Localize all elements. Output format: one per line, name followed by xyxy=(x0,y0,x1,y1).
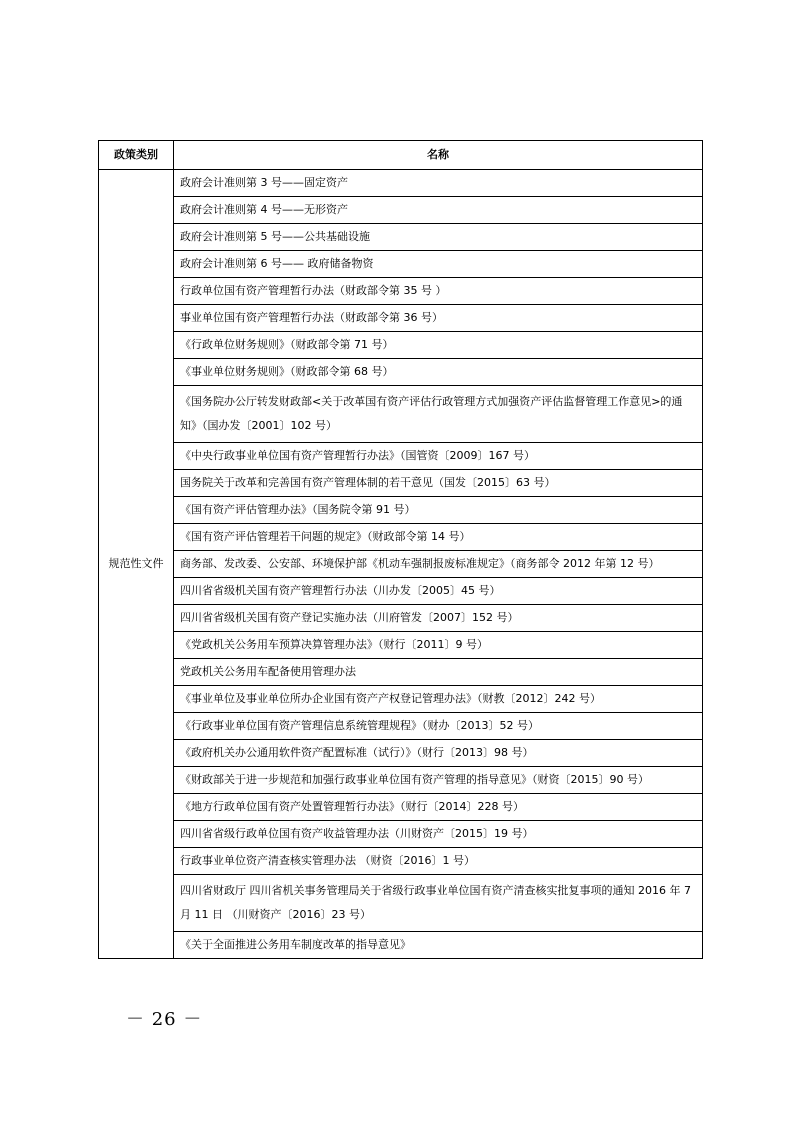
table-row xyxy=(99,224,703,251)
policy-name: 国务院关于改革和完善国有资产管理体制的若干意见（国发〔2015〕63 号） xyxy=(174,470,703,497)
policy-name: 党政机关公务用车配备使用管理办法 xyxy=(174,659,703,686)
policy-name: 《行政事业单位国有资产管理信息系统管理规程》（财办〔2013〕52 号） xyxy=(174,713,703,740)
table-row xyxy=(99,578,703,605)
policy-name: 《党政机关公务用车预算决算管理办法》（财行〔2011〕9 号） xyxy=(174,632,703,659)
policy-table xyxy=(98,140,703,959)
policy-name: 《国有资产评估管理若干问题的规定》（财政部令第 14 号） xyxy=(174,524,703,551)
policy-name: 行政单位国有资产管理暂行办法（财政部令第 35 号 ） xyxy=(174,278,703,305)
table-row xyxy=(99,632,703,659)
policy-name: 政府会计准则第 4 号——无形资产 xyxy=(174,197,703,224)
policy-name: 行政事业单位资产清查核实管理办法 （财资〔2016〕1 号） xyxy=(174,848,703,875)
table-row xyxy=(99,767,703,794)
table-row xyxy=(99,359,703,386)
table-row xyxy=(99,740,703,767)
table-row xyxy=(99,305,703,332)
table-row xyxy=(99,197,703,224)
policy-name: 《政府机关办公通用软件资产配置标准（试行）》（财行〔2013〕98 号） xyxy=(174,740,703,767)
table-row xyxy=(99,605,703,632)
table-row xyxy=(99,386,703,443)
policy-name: 四川省财政厅 四川省机关事务管理局关于省级行政事业单位国有资产清查核实批复事项的通知 2016 年 7 月 11 日 （川财资产〔2016〕23 号） xyxy=(174,875,703,932)
table-row xyxy=(99,332,703,359)
table-row xyxy=(99,875,703,932)
page-number: － 26 － xyxy=(126,1009,203,1030)
table-row xyxy=(99,686,703,713)
policy-name: 政府会计准则第 6 号—— 政府储备物资 xyxy=(174,251,703,278)
policy-name: 《国务院办公厅转发财政部<关于改革国有资产评估行政管理方式加强资产评估监督管理工作意见>的通知》（国办发〔2001〕102 号） xyxy=(174,386,703,443)
policy-name: 四川省省级机关国有资产管理暂行办法（川办发〔2005〕45 号） xyxy=(174,578,703,605)
table-row xyxy=(99,278,703,305)
policy-name: 四川省省级行政单位国有资产收益管理办法（川财资产〔2015〕19 号） xyxy=(174,821,703,848)
policy-name: 四川省省级机关国有资产登记实施办法（川府管发〔2007〕152 号） xyxy=(174,605,703,632)
policy-name: 《地方行政单位国有资产处置管理暂行办法》（财行〔2014〕228 号） xyxy=(174,794,703,821)
table-row xyxy=(99,170,703,197)
policy-name: 政府会计准则第 3 号——固定资产 xyxy=(174,170,703,197)
table-row xyxy=(99,497,703,524)
table-row xyxy=(99,659,703,686)
table-row xyxy=(99,821,703,848)
table-row xyxy=(99,443,703,470)
policy-name: 《中央行政事业单位国有资产管理暂行办法》（国管资〔2009〕167 号） xyxy=(174,443,703,470)
policy-name: 《国有资产评估管理办法》（国务院令第 91 号） xyxy=(174,497,703,524)
policy-name: 商务部、发改委、公安部、环境保护部《机动车强制报废标准规定》（商务部令 2012 年第 12 号） xyxy=(174,551,703,578)
table-row xyxy=(99,932,703,959)
table-row xyxy=(99,848,703,875)
policy-name: 《事业单位财务规则》（财政部令第 68 号） xyxy=(174,359,703,386)
category-cell: 规范性文件 xyxy=(99,170,174,959)
table-row xyxy=(99,551,703,578)
table-row xyxy=(99,794,703,821)
table-header-row xyxy=(99,141,703,170)
policy-name: 《行政单位财务规则》（财政部令第 71 号） xyxy=(174,332,703,359)
table-row xyxy=(99,713,703,740)
policy-name: 《关于全面推进公务用车制度改革的指导意见》 xyxy=(174,932,703,959)
policy-name: 事业单位国有资产管理暂行办法（财政部令第 36 号） xyxy=(174,305,703,332)
table-row xyxy=(99,524,703,551)
policy-name: 《事业单位及事业单位所办企业国有资产产权登记管理办法》（财教〔2012〕242 号） xyxy=(174,686,703,713)
policy-name: 政府会计准则第 5 号——公共基础设施 xyxy=(174,224,703,251)
header-name: 名称 xyxy=(174,141,703,170)
table-row xyxy=(99,251,703,278)
table-row xyxy=(99,470,703,497)
policy-name: 《财政部关于进一步规范和加强行政事业单位国有资产管理的指导意见》（财资〔2015〕90 号） xyxy=(174,767,703,794)
header-category: 政策类别 xyxy=(99,141,174,170)
